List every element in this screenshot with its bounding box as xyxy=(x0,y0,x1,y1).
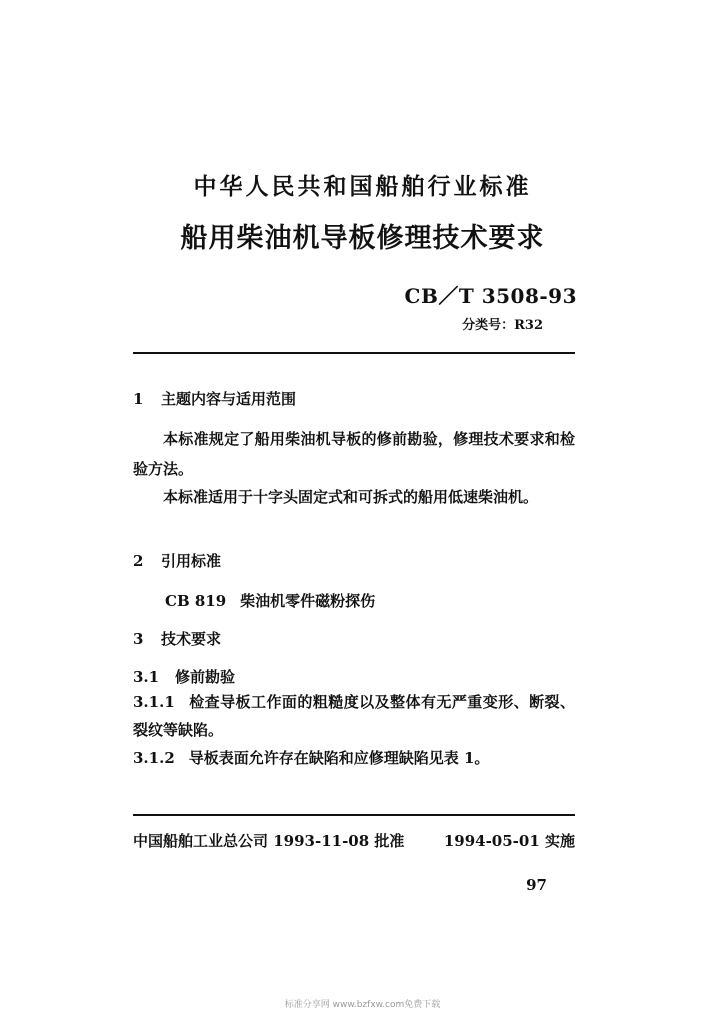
clause-number: 3.1.1 xyxy=(133,693,175,711)
page-number: 97 xyxy=(526,876,547,894)
reference-title: 柴油机零件磁粉探伤 xyxy=(240,592,376,610)
section-2-heading xyxy=(133,550,221,571)
issuing-body-title: 中华人民共和国船舶行业标准 xyxy=(193,174,532,200)
header-divider xyxy=(133,352,575,354)
section-title: 技术要求 xyxy=(161,630,222,648)
clause-number: 3.1.2 xyxy=(133,749,175,767)
approval-footer xyxy=(133,830,575,851)
footer-divider xyxy=(133,814,575,816)
classification-number: 分类号：R32 xyxy=(462,318,543,333)
standard-code: CB／T 3508-93 xyxy=(404,284,577,308)
subsection-number: 3.1 xyxy=(133,668,160,686)
section-1-paragraph-1: 本标准规定了船用柴油机导板的修前勘验，修理技术要求和检验方法。 xyxy=(133,430,575,478)
section-title: 引用标准 xyxy=(161,552,222,570)
section-number: 3 xyxy=(133,630,144,648)
section-title: 主题内容与适用范围 xyxy=(161,390,297,408)
subsection-3-1-heading xyxy=(133,666,235,687)
section-1-paragraph-2: 本标准适用于十字头固定式和可拆式的船用低速柴油机。 xyxy=(163,488,539,506)
clause-text: 检查导板工作面的粗糙度以及整体有无严重变形、断裂、裂纹等缺陷。 xyxy=(133,693,575,739)
standard-title: 船用柴油机导板修理技术要求 xyxy=(180,223,545,254)
section-1-heading xyxy=(133,388,296,409)
section-number: 1 xyxy=(133,390,144,408)
implementation-date: 1994-05-01 实施 xyxy=(443,832,575,850)
section-number: 2 xyxy=(133,552,144,570)
reference-code: CB 819 xyxy=(165,592,227,610)
normative-reference xyxy=(165,590,389,611)
subsection-title: 修前勘验 xyxy=(175,668,236,686)
approval-date: 中国船舶工业总公司 1993-11-08 批准 xyxy=(133,832,405,850)
section-3-heading xyxy=(133,628,221,649)
clause-3-1-2 xyxy=(133,744,575,772)
clause-3-1-1 xyxy=(133,688,575,744)
clause-text: 导板表面允许存在缺陷和应修理缺陷见表 1。 xyxy=(188,749,490,767)
watermark: 标准分享网 www.bzfxw.com免费下载 xyxy=(284,1000,441,1010)
